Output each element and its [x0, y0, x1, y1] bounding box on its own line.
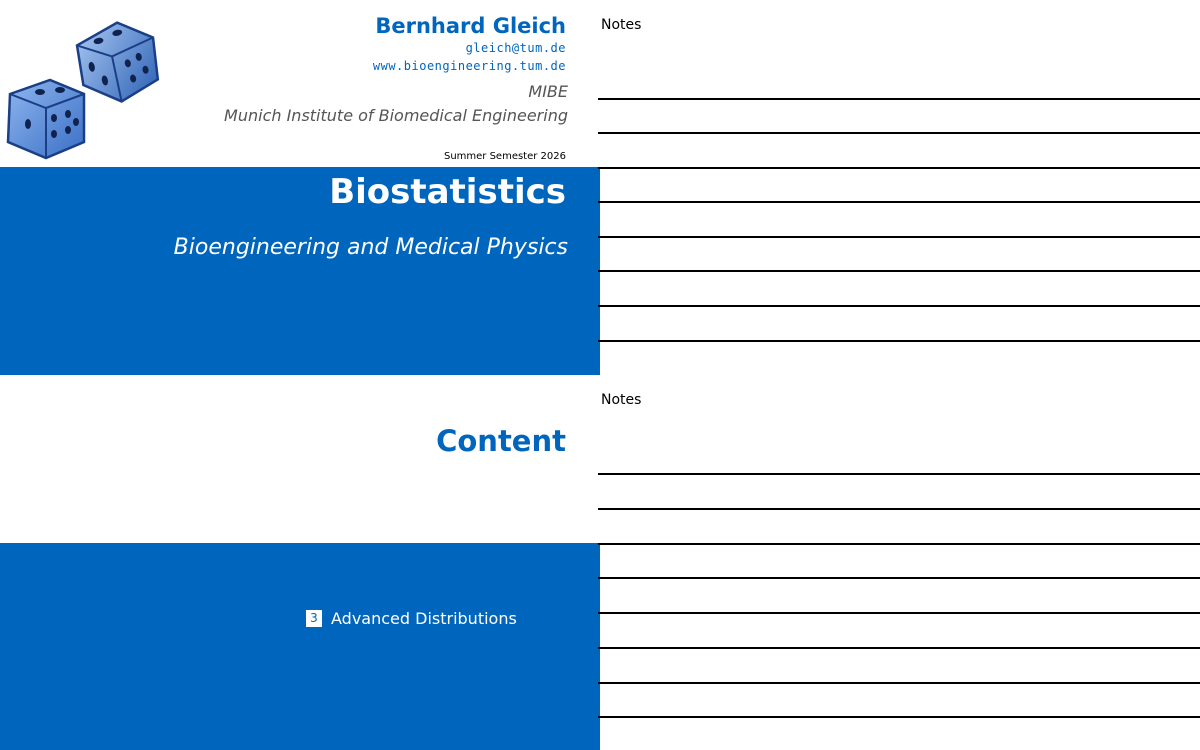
note-line: [598, 201, 1200, 203]
note-line: [598, 236, 1200, 238]
note-line: [598, 305, 1200, 307]
author-website[interactable]: www.bioengineering.tum.de: [372, 59, 566, 73]
note-line: [598, 647, 1200, 649]
note-line: [598, 612, 1200, 614]
note-line: [598, 167, 1200, 169]
notes-panel: [600, 375, 1200, 750]
dice-icon: [4, 10, 160, 160]
note-line: [598, 132, 1200, 134]
note-line: [598, 543, 1200, 545]
slide-title: Biostatistics: [329, 172, 566, 212]
semester-label: Summer Semester 2026: [443, 151, 566, 162]
note-line: [598, 716, 1200, 718]
toc-label: Advanced Distributions: [331, 609, 517, 628]
notes-label: Notes: [601, 17, 642, 33]
note-line: [598, 270, 1200, 272]
content-heading: Content: [436, 424, 566, 458]
note-line: [598, 473, 1200, 475]
note-line: [598, 340, 1200, 342]
note-line: [598, 98, 1200, 100]
notes-label: Notes: [601, 392, 642, 408]
toc-item[interactable]: [306, 609, 517, 628]
note-line: [598, 682, 1200, 684]
title-slide: [0, 0, 600, 375]
notes-panel: [600, 0, 1200, 375]
institute-long: Munich Institute of Biomedical Engineering: [224, 106, 568, 125]
institute-short: MIBE: [528, 82, 568, 101]
content-slide: [0, 375, 600, 750]
author-email[interactable]: gleich@tum.de: [465, 41, 566, 55]
note-line: [598, 508, 1200, 510]
toc-band: [0, 543, 600, 750]
note-line: [598, 577, 1200, 579]
author-name: Bernhard Gleich: [375, 14, 566, 38]
slide-subtitle: Bioengineering and Medical Physics: [173, 235, 568, 260]
toc-number: 3: [306, 610, 322, 627]
